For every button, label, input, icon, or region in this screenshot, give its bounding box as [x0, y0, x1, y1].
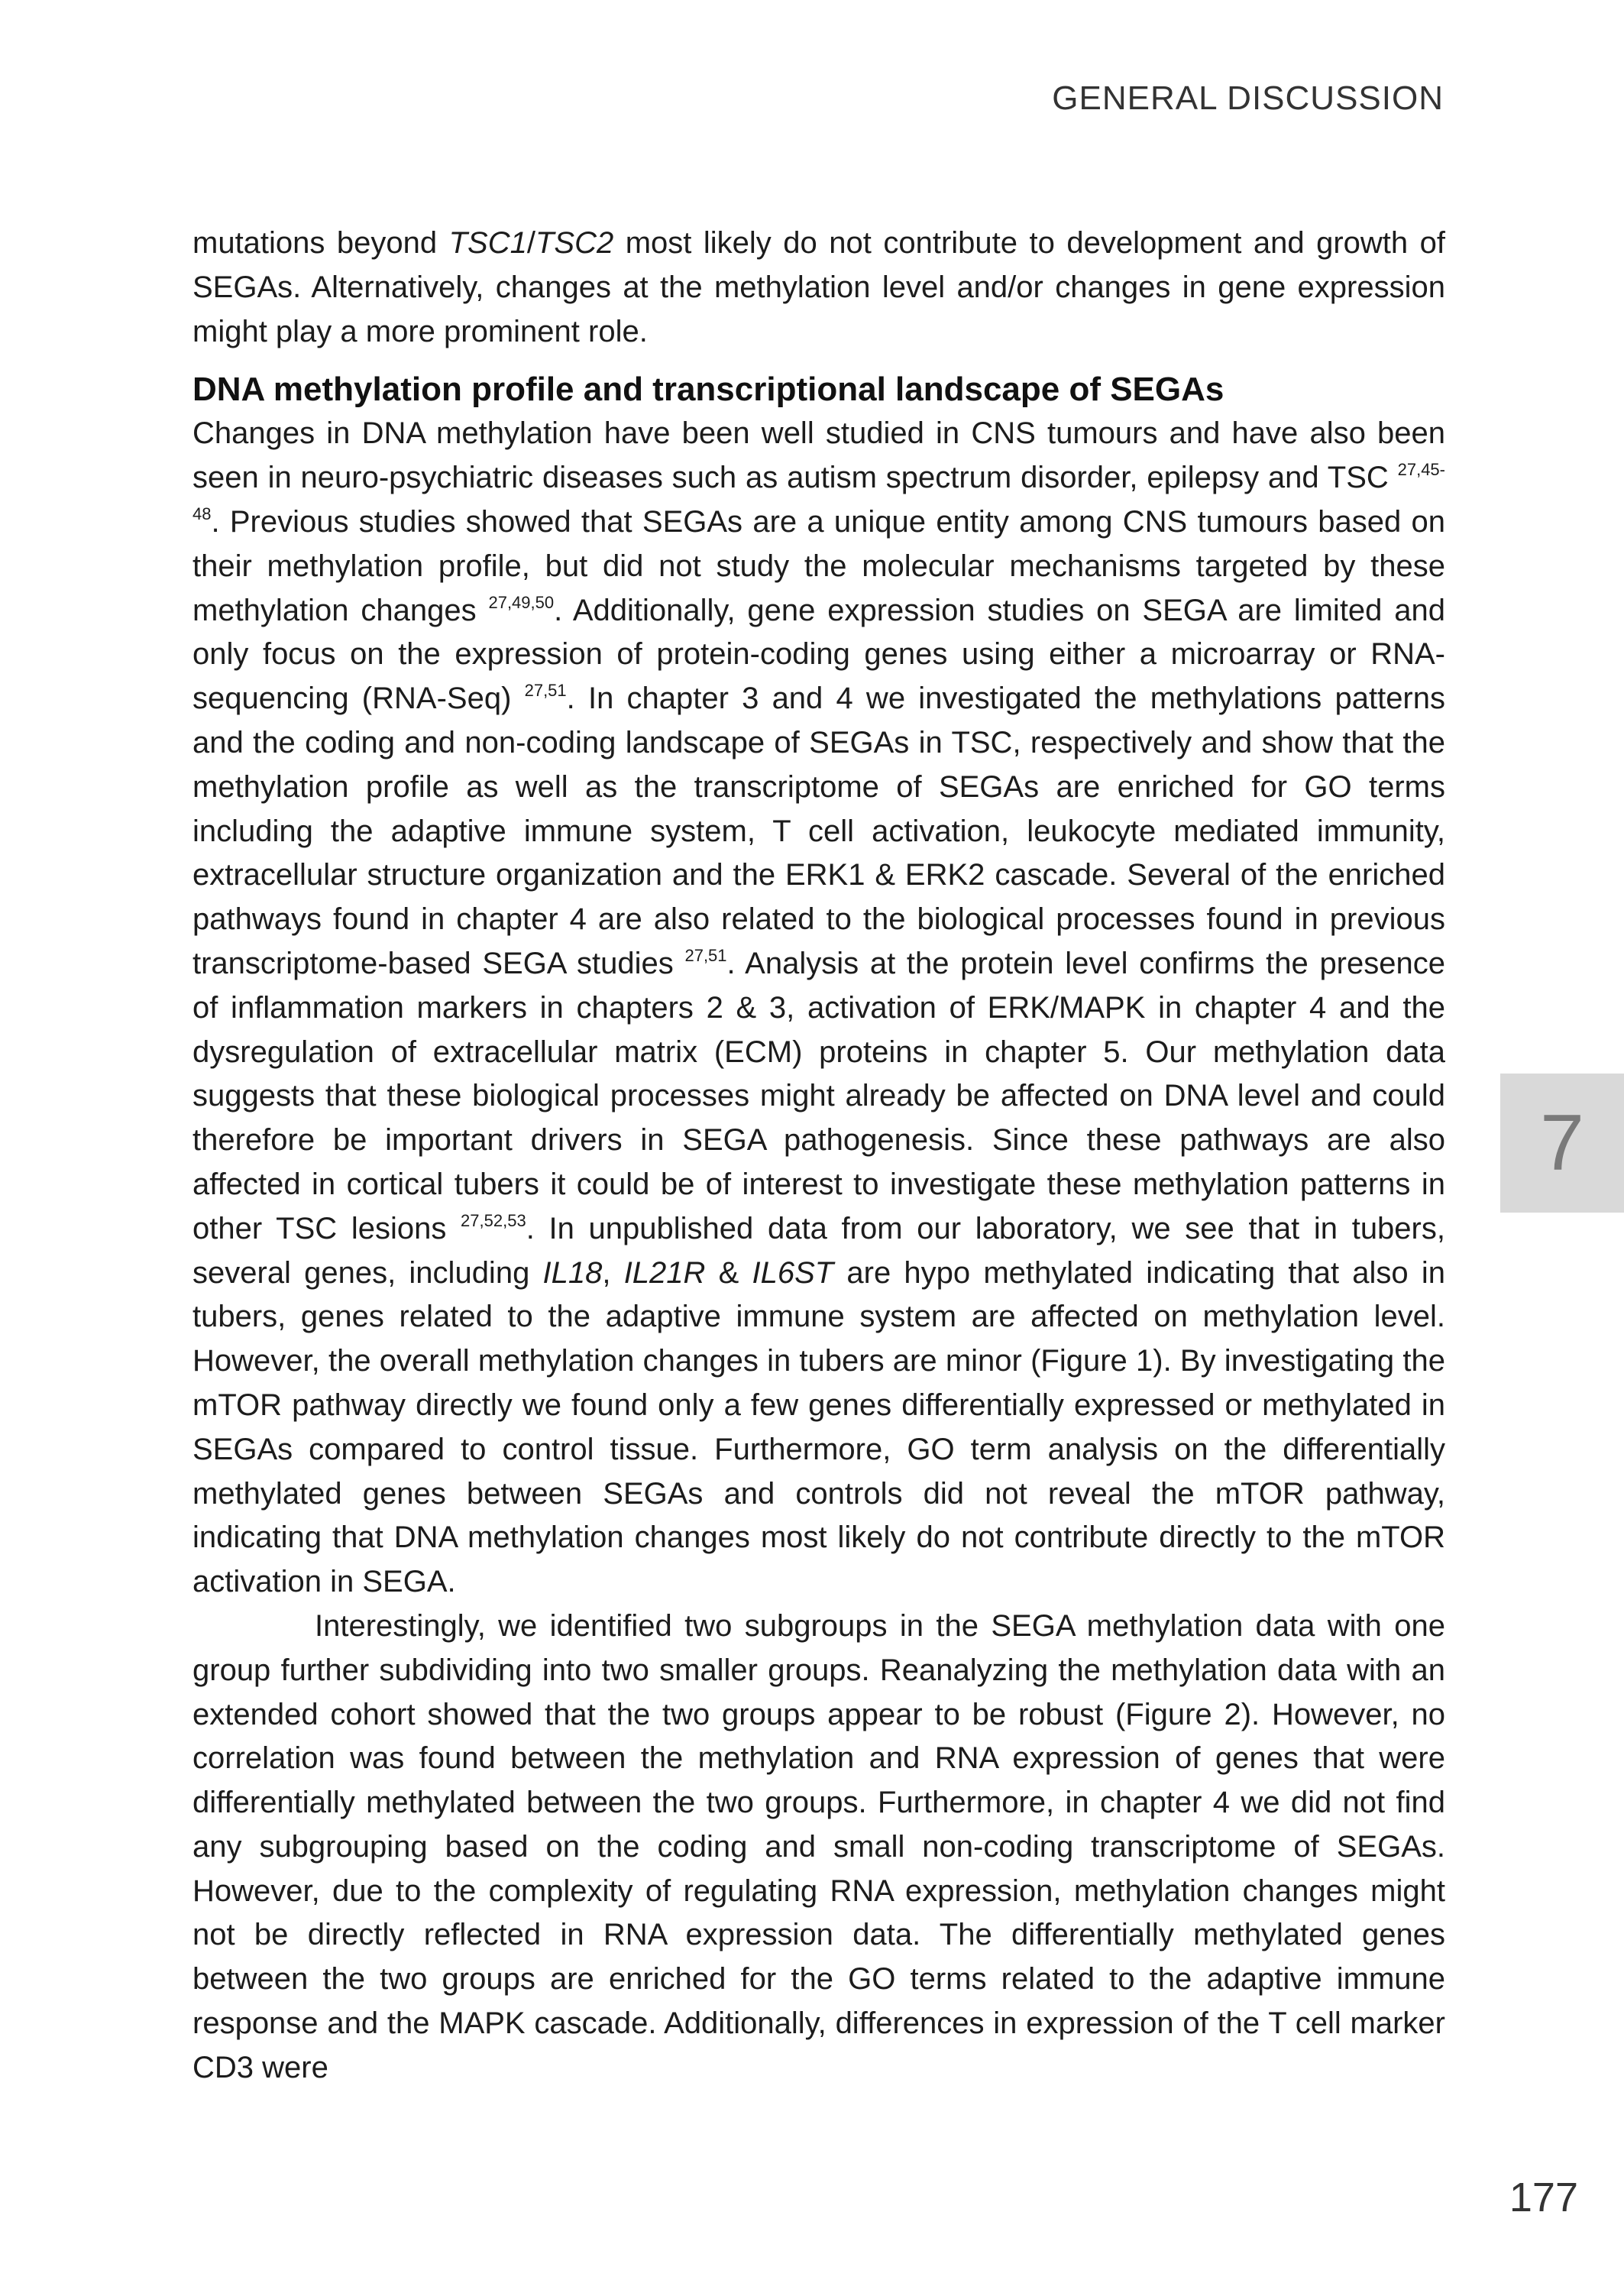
chapter-number: 7: [1540, 1098, 1584, 1187]
gene-separator: &: [705, 1255, 752, 1290]
gene-name-tsc1: TSC1: [448, 226, 527, 260]
paragraph-text: . Previous studies showed that SEGAs are a unique entity among CNS tumours based on their methylation profile, but did not study the molecular mechanisms targeted by these methylation changes: [192, 504, 1445, 627]
paragraph-text: Changes in DNA methylation have been well studied in CNS tumours and have also been seen in neuro-psychiatric diseases such as autism spectrum disorder, epilepsy and TSC: [192, 416, 1445, 495]
section-heading: DNA methylation profile and transcriptional landscape of SEGAs: [192, 371, 1224, 409]
intro-text-1: mutations beyond: [192, 226, 449, 260]
page-body: [192, 222, 1445, 2091]
running-header: GENERAL DISCUSSION: [1052, 79, 1444, 117]
gene-separator: /: [526, 226, 535, 260]
gene-name-tsc2: TSC2: [535, 226, 614, 260]
page-number: 177: [1509, 2175, 1578, 2220]
chapter-tab: [1500, 1074, 1624, 1213]
gene-name-il21r: IL21R: [623, 1255, 706, 1290]
paragraph-text: . In unpublished data from our laboratory, we see that in tubers, several genes, including: [192, 1211, 1445, 1290]
paragraph-text: . In chapter 3 and 4 we investigated the methylations patterns and the coding and non-coding landscape of SEGAs in TSC, respectively and show that the methylation profile as well as the transcriptome of SEGAs are enriched for GO terms including the adaptive immune system, T cell activation, leukocyte mediated immunity, extracellular structure organization and the ERK1 & ERK2 cascade. Several of the enriched pathways found in chapter 4 are also related to the biological processes found in previous transcriptome-based SEGA studies: [192, 682, 1446, 980]
paragraph-text: . Analysis at the protein level confirms the presence of inflammation markers in chapters 2 & 3, activation of ERK/MAPK in chapter 4 and the dysregulation of extracellular matrix (ECM) proteins in chapter 5. Our methylation data suggests that these biological processes might already be affected on DNA level and could therefore be important drivers in SEGA pathogenesis. Since these pathways are also affected in cortical tubers it could be of interest to investigate these methylation patterns in other TSC lesions: [192, 946, 1445, 1245]
paragraph-text: are hypo methylated indicating that also in tubers, genes related to the adaptive immune system are affected on methylation level. However, the overall methylation changes in tubers are minor (Figure 1). By investigating the mTOR pathway directly we found only a few genes differentially expressed or methylated in SEGAs compared to control tissue. Furthermore, GO term analysis on the differentially methylated genes between SEGAs and controls did not reveal the mTOR pathway, indicating that DNA methylation changes most likely do not contribute directly to the mTOR activation in SEGA.: [192, 1255, 1445, 1599]
citation-superscript: 27,45-48: [192, 460, 1445, 523]
gene-name-il6st: IL6ST: [752, 1255, 834, 1290]
body-paragraph-1: [192, 412, 1445, 1605]
intro-text-2: most likely do not contribute to development and growth of SEGAs. Alternatively, changes at the methylation level and/or changes in gene expression might play a more prominent role.: [192, 226, 1445, 348]
paragraph-text: . Additionally, gene expression studies on SEGA are limited and only focus on the expression of protein-coding genes using either a microarray or RNA-sequencing (RNA-Seq): [192, 593, 1446, 716]
intro-paragraph: [192, 222, 1445, 354]
gene-name-il18: IL18: [542, 1255, 603, 1290]
body-paragraph-2: Interestingly, we identified two subgroups in the SEGA methylation data with one group further subdividing into two smaller groups. Reanalyzing the methylation data with an extended cohort showed that the two groups appear to be robust (Figure 2). However, no correlation was found between the methylation and RNA expression of genes that were differentially methylated between the two groups. Furthermore, in chapter 4 we did not find any subgrouping based on the coding and small non-coding transcriptome of SEGAs. However, due to the complexity of regulating RNA expression, methylation changes might not be directly reflected in RNA expression data. The differentially methylated genes between the two groups are enriched for the GO terms related to the adaptive immune response and the MAPK cascade. Additionally, differences in expression of the T cell marker CD3 were: [192, 1608, 1445, 2084]
citation-superscript: 27,51: [684, 945, 727, 965]
gene-separator: ,: [602, 1255, 624, 1290]
citation-superscript: 27,49,50: [488, 592, 555, 612]
citation-superscript: 27,51: [524, 681, 567, 701]
citation-superscript: 27,52,53: [461, 1210, 526, 1230]
